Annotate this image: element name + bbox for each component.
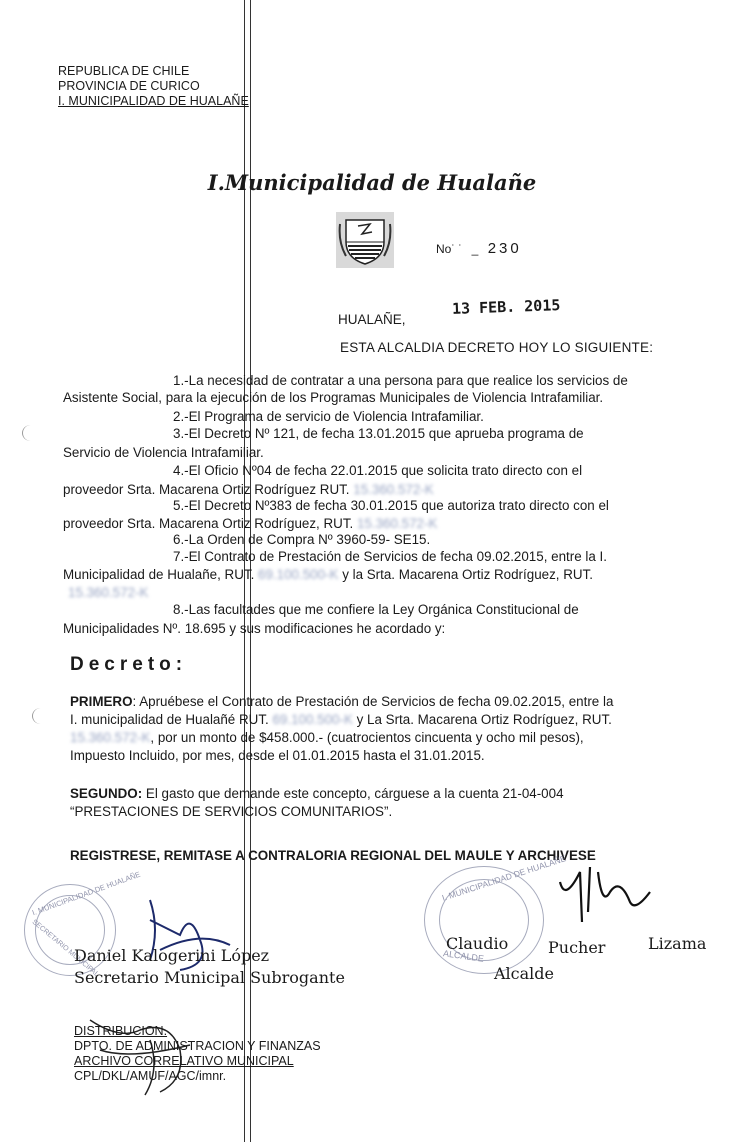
- distribution-item: DPTO. DE ADMINISTRACION Y FINANZAS: [74, 1039, 321, 1053]
- header-province: PROVINCIA DE CURICO: [58, 79, 200, 93]
- considerando-5-line-2: [63, 515, 437, 532]
- considerando-7-text-b: y la Srta. Macarena Ortiz Rodríguez, RUT.: [342, 567, 593, 582]
- considerando-7-line-2: [63, 566, 593, 583]
- decree-number-value: 230: [487, 240, 522, 257]
- primero-line-4: Impuesto Incluido, por mes, desde el 01.01.2015 hasta el 31.01.2015.: [70, 748, 485, 763]
- decree-number: No˙˙ _ 230: [436, 240, 522, 257]
- redacted-rut: 15.360.572-K: [70, 730, 151, 745]
- municipal-crest-icon: [336, 212, 394, 268]
- decreto-heading: Decreto:: [70, 654, 188, 675]
- signatory-right-title: Alcalde: [494, 964, 554, 983]
- punch-hole-mark: [32, 708, 49, 724]
- considerando-4-line-2: [63, 481, 434, 498]
- considerando-2: 2.-El Programa de servicio de Violencia Intrafamiliar.: [173, 409, 484, 424]
- distribution-block: [74, 1024, 321, 1084]
- redacted-rut: 69.100.500-K: [258, 567, 339, 582]
- decree-date-stamp: 13 FEB. 2015: [451, 296, 561, 318]
- considerando-1-line-1: 1.-La necesidad de contratar a una persona para que realice los servicios de: [173, 373, 628, 388]
- segundo-line-2: “PRESTACIONES DE SERVICIOS COMUNITARIOS”.: [70, 804, 393, 819]
- distribution-item: ARCHIVO CORRELATIVO MUNICIPAL: [74, 1054, 294, 1068]
- seal-text: I. MUNICIPALIDAD DE HUALAÑE: [30, 869, 142, 918]
- punch-hole-mark: [22, 425, 39, 441]
- document-header: [58, 64, 249, 109]
- segundo-label: SEGUNDO:: [70, 786, 143, 801]
- considerando-6: 6.-La Orden de Compra Nº 3960-59- SE15.: [173, 532, 431, 547]
- header-municipality: I. MUNICIPALIDAD DE HUALAÑE: [58, 94, 249, 108]
- signatory-right-last-name: Lizama: [648, 934, 707, 953]
- signatory-right-first-name: Claudio: [446, 934, 509, 953]
- primero-text-2a: I. municipalidad de Hualañé RUT.: [70, 712, 269, 727]
- header-country: REPUBLICA DE CHILE: [58, 64, 190, 78]
- redacted-rut: 15.360.572-K: [353, 482, 434, 497]
- signatory-left-title: Secretario Municipal Subrogante: [74, 968, 345, 987]
- signatory-right-middle-name: Pucher: [548, 938, 606, 957]
- redacted-rut: 15.360.572-K: [68, 585, 149, 600]
- considerando-7-text-a: Municipalidad de Hualañe, RUT.: [63, 567, 255, 582]
- considerando-5-line-1: 5.-El Decreto Nº383 de fecha 30.01.2015 que autoriza trato directo con el: [173, 498, 609, 513]
- decree-number-label: No: [436, 242, 452, 256]
- decree-place: HUALAÑE,: [338, 312, 406, 327]
- considerando-4-text: proveedor Srta. Macarena Ortiz Rodríguez RUT.: [63, 482, 350, 497]
- considerando-8-line-1: 8.-Las facultades que me confiere la Ley Orgánica Constitucional de: [173, 602, 579, 617]
- considerando-4-line-1: 4.-El Oficio Nº04 de fecha 22.01.2015 que solicita trato directo con el: [173, 463, 583, 478]
- registrese-line: REGISTRESE, REMITASE A CONTRALORIA REGIONAL DEL MAULE Y ARCHIVESE: [70, 848, 596, 863]
- primero-text-3: , por un monto de $458.000.- (cuatrocientos cincuenta y ocho mil pesos),: [150, 730, 584, 745]
- seal-text: I. MUNICIPALIDAD DE HUALAÑE: [440, 853, 568, 903]
- primero-line-3: [70, 729, 584, 746]
- distribution-heading: DISTRIBUCION.: [74, 1024, 168, 1038]
- considerando-3-line-2: Servicio de Violencia Intrafamiliar.: [63, 445, 264, 460]
- primero-text-1: : Apruébese el Contrato de Prestación de Servicios de fecha 09.02.2015, entre la: [132, 694, 614, 709]
- distribution-initials: CPL/DKL/AMUF/AGC/imnr.: [74, 1069, 227, 1083]
- considerando-5-text: proveedor Srta. Macarena Ortiz Rodríguez, RUT.: [63, 516, 354, 531]
- signature-scribble-icon: [120, 890, 270, 980]
- primero-text-2b: y La Srta. Macarena Ortiz Rodríguez, RUT.: [356, 712, 612, 727]
- decree-preamble: ESTA ALCALDIA DECRETO HOY LO SIGUIENTE:: [340, 340, 654, 355]
- considerando-3-line-1: 3.-El Decreto Nº 121, de fecha 13.01.2015 que aprueba programa de: [173, 426, 584, 441]
- considerando-8-line-2: Municipalidades Nº. 18.695 y sus modificaciones he acordado y:: [63, 621, 446, 636]
- redacted-rut: 69.100.500-K: [272, 712, 353, 727]
- considerando-1-line-2: Asistente Social, para la ejecución de los Programas Municipales de Violencia Intrafamiliar.: [63, 390, 604, 405]
- primero-line-1: [70, 693, 613, 710]
- considerando-7-line-1: 7.-El Contrato de Prestación de Servicios de fecha 09.02.2015, entre la I.: [173, 549, 607, 564]
- signatory-left-name: Daniel Kalogerini López: [74, 946, 270, 965]
- signature-scribble-icon: [540, 852, 670, 932]
- primero-label: PRIMERO: [70, 694, 133, 709]
- segundo-line-1: [70, 785, 564, 802]
- primero-line-2: [70, 711, 612, 728]
- official-seal-icon: [424, 853, 568, 974]
- page-title: I.Municipalidad de Hualañe: [207, 170, 537, 195]
- seal-text: SECRETARIO MUNICIPAL: [30, 918, 100, 979]
- redacted-rut: 15.360.572-K: [356, 516, 438, 531]
- seal-text: ALCALDE: [442, 948, 485, 964]
- segundo-text-1: El gasto que demande este concepto, cárguese a la cuenta 21-04-004: [142, 786, 564, 801]
